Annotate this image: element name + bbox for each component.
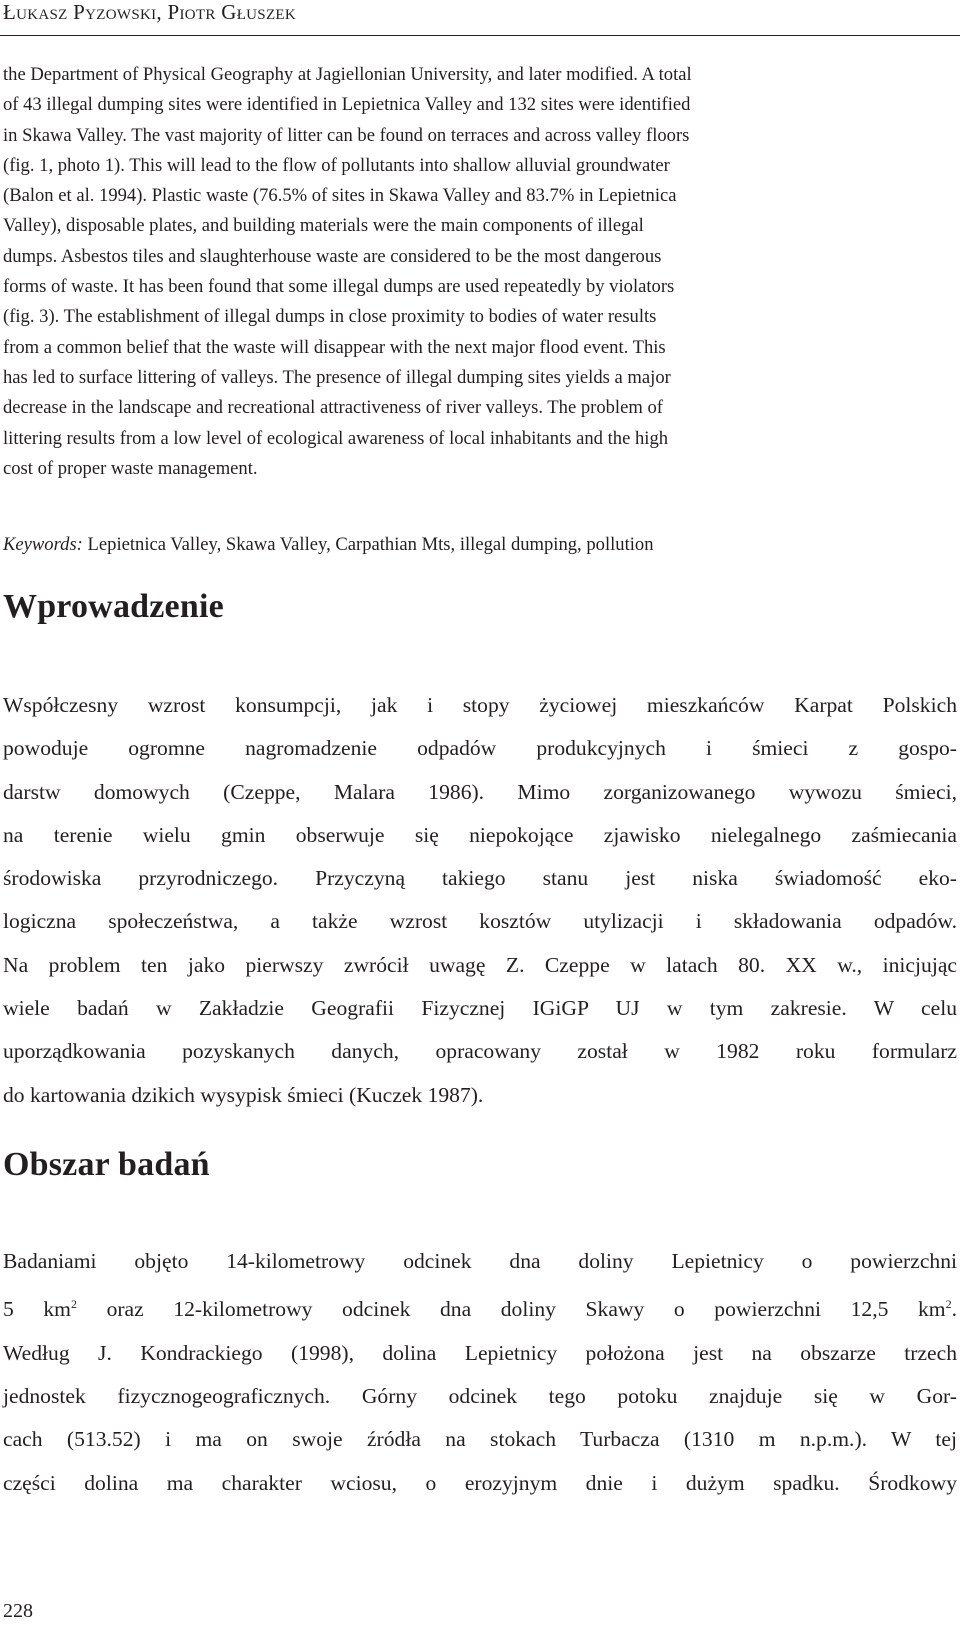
abstract-line: has led to surface littering of valleys. The presence of illegal dumping sites yields a major — [3, 366, 671, 388]
body-line: środowiska przyrodniczego. Przyczyną takiego stanu jest niska świadomość eko- — [3, 866, 957, 891]
abstract-line: in Skawa Valley. The vast majority of litter can be found on terraces and across valley floors — [3, 124, 690, 146]
keywords — [3, 534, 654, 556]
body-text-fragment: oraz 12-kilometrowy odcinek dna doliny Skawy o powierzchni 12,5 km — [76, 1297, 946, 1322]
section1-text — [3, 684, 957, 1117]
abstract-line: (fig. 1, photo 1). This will lead to the flow of pollutants into shallow alluvial groundwater — [3, 154, 670, 176]
body-line: na terenie wielu gmin obserwuje się niepokojące zjawisko nielegalnego zaśmiecania — [3, 822, 957, 847]
header-rule — [0, 35, 960, 36]
body-line: jednostek fizycznogeograficznych. Górny odcinek tego potoku znajduje się w Gor- — [3, 1384, 957, 1409]
body-line: cach (513.52) i ma on swoje źródła na stokach Turbacza (1310 m n.p.m.). W tej — [3, 1427, 957, 1452]
abstract-line: of 43 illegal dumping sites were identified in Lepietnica Valley and 132 sites were identified — [3, 94, 691, 116]
body-line: Na problem ten jako pierwszy zwrócił uwagę Z. Czeppe w latach 80. XX w., inicjując — [3, 952, 957, 977]
abstract-line: the Department of Physical Geography at Jagiellonian University, and later modified. A total — [3, 64, 692, 85]
body-line: do kartowania dzikich wysypisk śmieci (Kuczek 1987). — [3, 1082, 484, 1107]
abstract-line: from a common belief that the waste will disappear with the next major flood event. This — [3, 336, 666, 358]
abstract-text — [3, 60, 957, 484]
abstract-line: (Balon et al. 1994). Plastic waste (76.5% of sites in Skawa Valley and 83.7% in Lepietnica — [3, 185, 677, 207]
section-heading-obszar-badan: Obszar badań — [3, 1146, 210, 1183]
body-text-fragment: 5 km — [3, 1297, 71, 1322]
body-line: wiele badań w Zakładzie Geografii Fizycznej IGiGP UJ w tym zakresie. W celu — [3, 996, 957, 1021]
abstract-line: decrease in the landscape and recreational attractiveness of river valleys. The problem of — [3, 397, 663, 419]
superscript: 2 — [945, 1297, 952, 1312]
body-line: darstw domowych (Czeppe, Malara 1986). Mimo zorganizowanego wywozu śmieci, — [3, 779, 957, 804]
body-line: Współczesny wzrost konsumpcji, jak i stopy życiowej mieszkańców Karpat Polskich — [3, 693, 957, 717]
body-text-fragment: . — [951, 1297, 957, 1322]
body-line: uporządkowania pozyskanych danych, opracowany został w 1982 roku formularz — [3, 1039, 957, 1064]
body-line — [3, 1283, 957, 1331]
abstract-line: Valley), disposable plates, and building materials were the main components of illegal — [3, 215, 644, 237]
section2-text — [3, 1240, 957, 1505]
abstract-line: forms of waste. It has been found that some illegal dumps are used repeatedly by violators — [3, 276, 675, 298]
keywords-label: Keywords: — [3, 534, 83, 555]
superscript: 2 — [70, 1297, 77, 1312]
abstract-line: littering results from a low level of ecological awareness of local inhabitants and the high — [3, 427, 669, 449]
abstract-line: cost of proper waste management. — [3, 457, 258, 479]
page-number: 228 — [3, 1600, 33, 1622]
body-line: logiczna społeczeństwa, a także wzrost kosztów utylizacji i składowania odpadów. — [3, 909, 957, 934]
body-line: Według J. Kondrackiego (1998), dolina Lepietnicy położona jest na obszarze trzech — [3, 1340, 957, 1365]
abstract-line: (fig. 3). The establishment of illegal dumps in close proximity to bodies of water results — [3, 306, 657, 328]
body-line: powoduje ogromne nagromadzenie odpadów produkcyjnych i śmieci z gospo- — [3, 736, 957, 761]
keywords-text: Lepietnica Valley, Skawa Valley, Carpathian Mts, illegal dumping, pollution — [82, 534, 654, 555]
running-head: Łukasz Pyzowski, Piotr Głuszek — [3, 0, 296, 24]
section-heading-wprowadzenie: Wprowadzenie — [3, 588, 224, 625]
body-line: Badaniami objęto 14-kilometrowy odcinek dna doliny Lepietnicy o powierzchni — [3, 1249, 957, 1273]
abstract-line: dumps. Asbestos tiles and slaughterhouse waste are considered to be the most dangerous — [3, 245, 662, 267]
body-line: części dolina ma charakter wciosu, o erozyjnym dnie i dużym spadku. Środkowy — [3, 1470, 957, 1495]
